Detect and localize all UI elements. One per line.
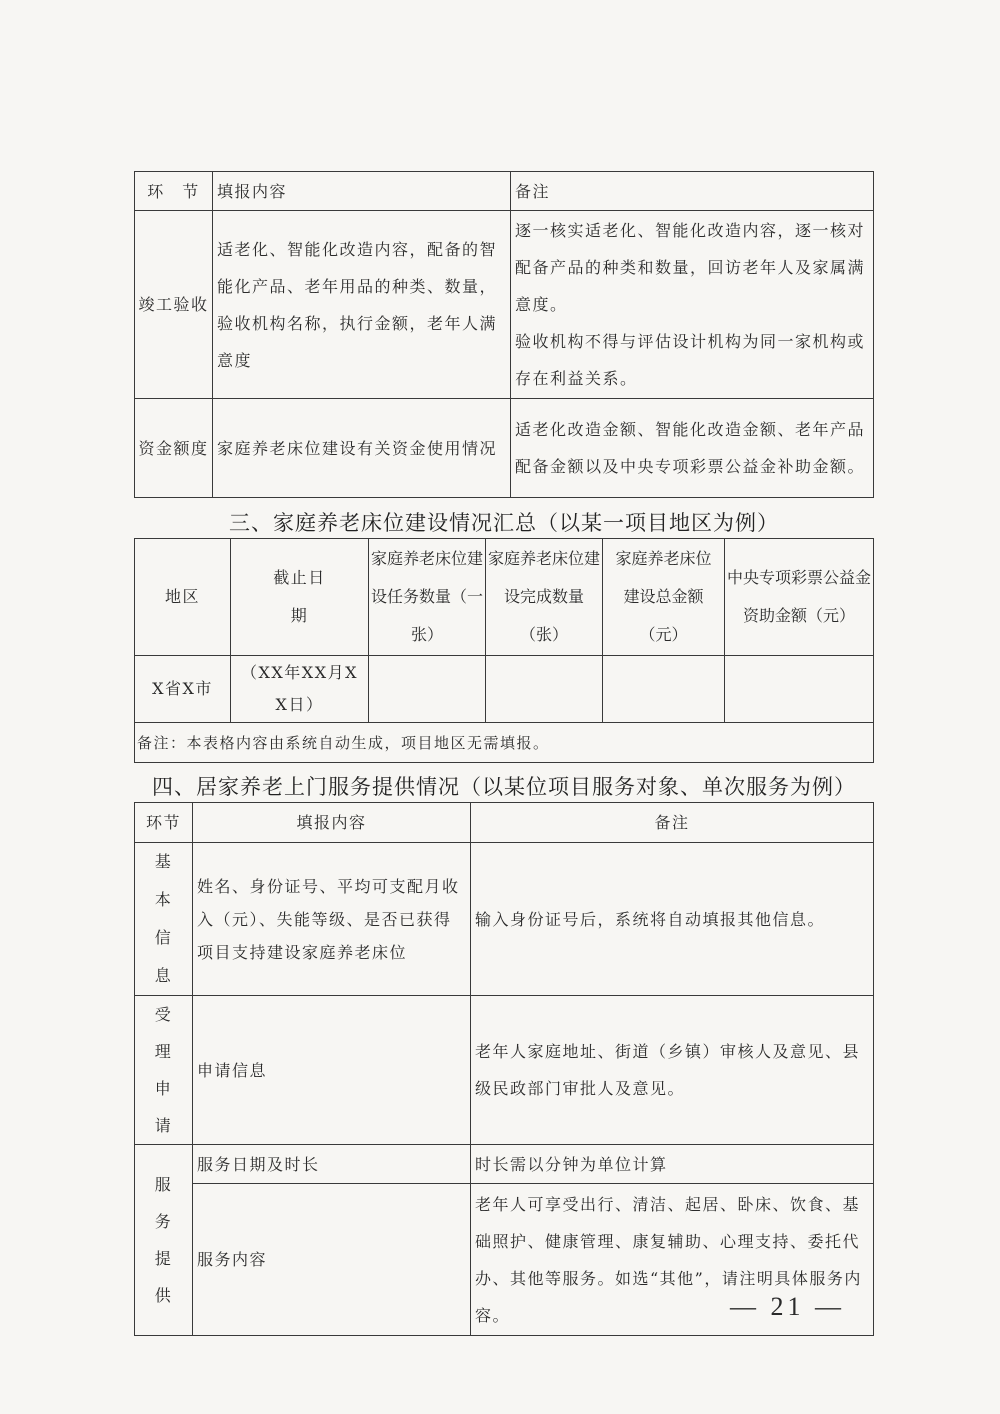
subsidy-amount-cell[interactable] bbox=[725, 656, 874, 723]
completion-table bbox=[134, 171, 874, 498]
content-cell: 适老化、智能化改造内容，配备的智能化产品、老年用品的种类、数量，验收机构名称，执行金额，老年人满意度 bbox=[213, 211, 511, 399]
header-total-amount: 家庭养老床位建设总金额（元） bbox=[603, 539, 725, 656]
header-remarks: 备注 bbox=[471, 803, 874, 843]
header-stage: 环 节 bbox=[135, 172, 213, 211]
header-region: 地区 bbox=[135, 539, 231, 656]
table-row bbox=[135, 1145, 874, 1184]
table-row bbox=[135, 656, 874, 723]
service-table bbox=[134, 802, 874, 1336]
stage-cell: 竣工验收 bbox=[135, 211, 213, 399]
remarks-cell: 适老化改造金额、智能化改造金额、老年产品配备金额以及中央专项彩票公益金补助金额。 bbox=[511, 399, 874, 498]
table-row bbox=[135, 399, 874, 498]
header-subsidy-amount: 中央专项彩票公益金资助金额（元） bbox=[725, 539, 874, 656]
table-note: 备注：本表格内容由系统自动生成，项目地区无需填报。 bbox=[135, 723, 874, 763]
table-row bbox=[135, 843, 874, 996]
stage-cell: 资金额度 bbox=[135, 399, 213, 498]
section3-title: 三、家庭养老床位建设情况汇总（以某一项目地区为例） bbox=[229, 511, 779, 535]
completed-count-cell[interactable] bbox=[486, 656, 603, 723]
remarks-cell: 老年人可享受出行、清洁、起居、卧床、饮食、基础照护、健康管理、康复辅助、心理支持、委托代办、其他等服务。如选“其他”，请注明具体服务内容。 bbox=[471, 1184, 874, 1336]
table-row bbox=[135, 211, 874, 399]
content-cell: 服务内容 bbox=[193, 1184, 471, 1336]
remark-line: 逐一核实适老化、智能化改造内容，逐一核对配备产品的种类和数量，回访老年人及家属满意度。 bbox=[515, 221, 866, 314]
remarks-cell: 输入身份证号后，系统将自动填报其他信息。 bbox=[471, 843, 874, 996]
header-stage: 环节 bbox=[135, 803, 193, 843]
total-amount-cell[interactable] bbox=[603, 656, 725, 723]
header-completed-count: 家庭养老床位建设完成数量（张） bbox=[486, 539, 603, 656]
content-cell: 姓名、身份证号、平均可支配月收入（元）、失能等级、是否已获得项目支持建设家庭养老床位 bbox=[193, 843, 471, 996]
header-task-count: 家庭养老床位建设任务数量（一张） bbox=[369, 539, 486, 656]
stage-cell: 服务提供 bbox=[135, 1145, 193, 1336]
remarks-cell: 老年人家庭地址、街道（乡镇）审核人及意见、县级民政部门审批人及意见。 bbox=[471, 996, 874, 1145]
header-remarks: 备注 bbox=[511, 172, 874, 211]
header-deadline: 截止日期 bbox=[231, 539, 369, 656]
content-cell: 服务日期及时长 bbox=[193, 1145, 471, 1184]
stage-cell: 受理申请 bbox=[135, 996, 193, 1145]
region-cell: X省X市 bbox=[135, 656, 231, 723]
stage-cell: 基本信息 bbox=[135, 843, 193, 996]
table-row bbox=[135, 996, 874, 1145]
page-number: — 21 — bbox=[730, 1292, 845, 1321]
deadline-cell: （XX年XX月XX日） bbox=[231, 656, 369, 723]
remarks-cell bbox=[511, 211, 874, 399]
content-cell: 家庭养老床位建设有关资金使用情况 bbox=[213, 399, 511, 498]
task-count-cell[interactable] bbox=[369, 656, 486, 723]
remark-line: 验收机构不得与评估设计机构为同一家机构或存在利益关系。 bbox=[515, 332, 866, 388]
content-cell: 申请信息 bbox=[193, 996, 471, 1145]
section4-title: 四、居家养老上门服务提供情况（以某位项目服务对象、单次服务为例） bbox=[152, 775, 856, 799]
summary-table bbox=[134, 538, 874, 763]
header-content: 填报内容 bbox=[213, 172, 511, 211]
remarks-cell: 时长需以分钟为单位计算 bbox=[471, 1145, 874, 1184]
header-content: 填报内容 bbox=[193, 803, 471, 843]
